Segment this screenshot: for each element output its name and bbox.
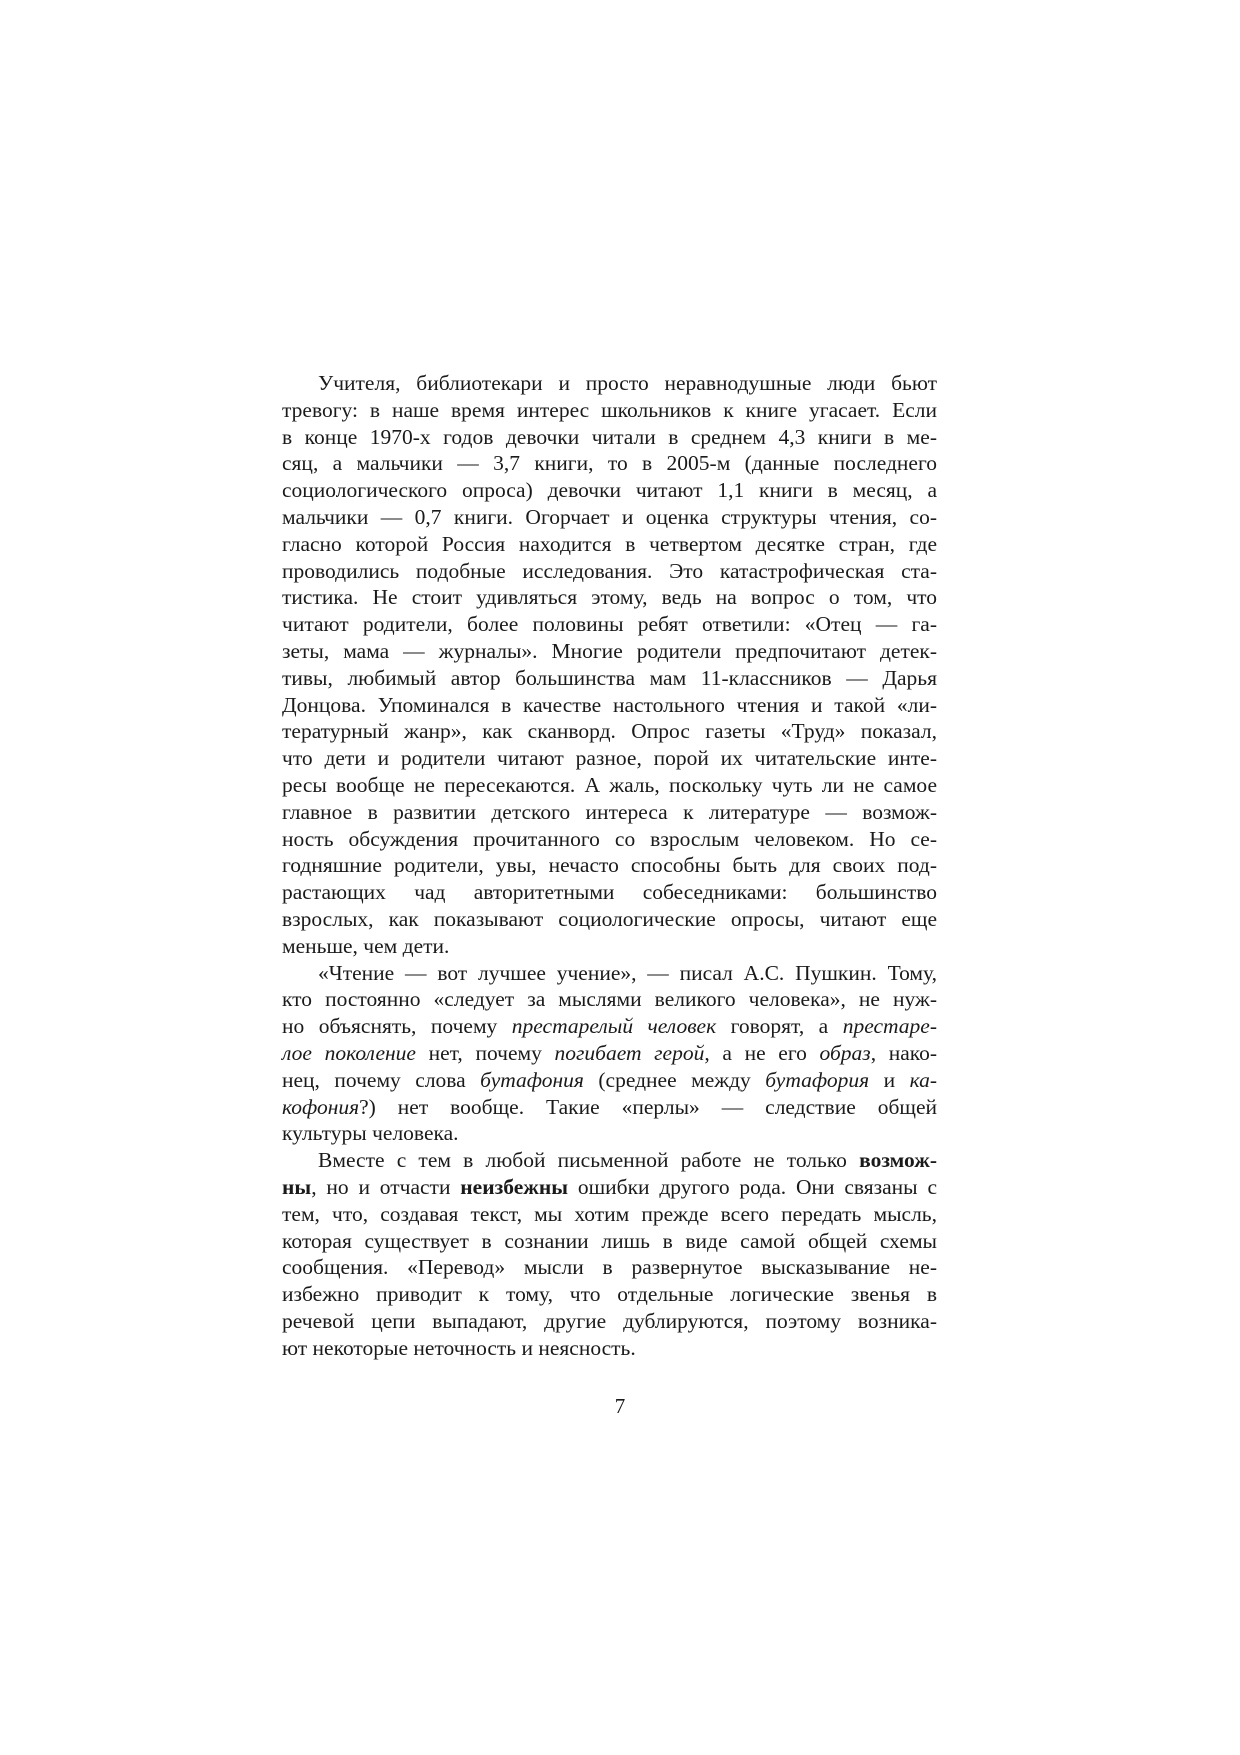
strong-emphasis: возмож- xyxy=(859,1148,937,1173)
emphasis: кофония xyxy=(282,1094,360,1119)
text-line: нец, почему слова бутафония (среднее между бутафория и ка- xyxy=(282,1067,937,1092)
text-line: главное в развитии детского интереса к литературе — возмож- xyxy=(282,799,937,824)
emphasis: образ xyxy=(819,1040,871,1065)
text-line: в конце 1970-х годов девочки читали в среднем 4,3 книги в ме- xyxy=(282,424,937,449)
emphasis: престарелый человек xyxy=(511,1014,717,1039)
text-line: ны, но и отчасти неизбежны ошибки другого рода. Они связаны с xyxy=(282,1174,937,1199)
text-line: лое поколение нет, почему погибает герой, а не его образ, нако- xyxy=(282,1040,938,1065)
text-line: тературный жанр», как сканворд. Опрос газеты «Труд» показал, xyxy=(282,719,937,744)
emphasis: бутафория xyxy=(765,1067,870,1092)
text-line: ют некоторые неточность и неясность. xyxy=(282,1335,636,1360)
text-line: тивы, любимый автор большинства мам 11-классников — Дарья xyxy=(282,665,937,690)
strong-emphasis: ны xyxy=(282,1174,312,1199)
paragraph xyxy=(282,370,937,960)
page-number: 7 xyxy=(614,1394,626,1418)
body-text xyxy=(282,370,937,1361)
emphasis: бутафония xyxy=(480,1067,584,1092)
text-line: гласно которой Россия находится в четвертом десятке стран, где xyxy=(282,531,937,556)
text-line: зеты, мама — журналы». Многие родители предпочитают детек- xyxy=(282,638,937,663)
emphasis: погибает герой xyxy=(554,1040,705,1065)
paragraph xyxy=(282,960,937,1148)
text-line: сяц, а мальчики — 3,7 книги, то в 2005-м (данные последнего xyxy=(282,451,937,476)
text-line: избежно приводит к тому, что отдельные логические звенья в xyxy=(282,1282,937,1307)
text-line: социологического опроса) девочки читают 1,1 книги в месяц, а xyxy=(282,478,937,503)
paragraph xyxy=(282,1147,937,1361)
text-line: ность обсуждения прочитанного со взрослым человеком. Но се- xyxy=(282,826,937,851)
text-line: которая существует в сознании лишь в виде самой общей схемы xyxy=(282,1228,937,1253)
text-line: сообщения. «Перевод» мысли в развернутое высказывание не- xyxy=(282,1255,937,1280)
text-line: взрослых, как показывают социологические опросы, читают еще xyxy=(282,906,937,931)
emphasis: престаре- xyxy=(842,1014,938,1039)
text-line: читают родители, более половины ребят ответили: «Отец — га- xyxy=(282,612,937,637)
text-line: растающих чад авторитетными собеседниками: большинство xyxy=(282,880,937,905)
text-line: кофония?) нет вообще. Такие «перлы» — следствие общей xyxy=(282,1094,937,1119)
text-line: Учителя, библиотекари и просто неравнодушные люди бьют xyxy=(318,371,937,395)
strong-emphasis: неизбежны xyxy=(460,1174,569,1199)
text-line: речевой цепи выпадают, другие дублируются, поэтому возника- xyxy=(282,1308,937,1333)
emphasis: ка- xyxy=(909,1067,937,1092)
text-line: ресы вообще не пересекаются. А жаль, поскольку чуть ли не самое xyxy=(282,772,937,797)
text-line: годняшние родители, увы, нечасто способны быть для своих под- xyxy=(282,853,937,878)
text-line: мальчики — 0,7 книги. Огорчает и оценка структуры чтения, со- xyxy=(282,504,937,529)
text-line: тистика. Не стоит удивляться этому, ведь на вопрос о том, что xyxy=(282,585,937,610)
text-line: «Чтение — вот лучшее учение», — писал А.С. Пушкин. Тому, xyxy=(318,960,937,985)
text-line: проводились подобные исследования. Это катастрофическая ста- xyxy=(282,558,937,583)
text-line: но объяснять, почему престарелый человек говорят, а престаре- xyxy=(282,1014,938,1039)
text-line: меньше, чем дети. xyxy=(282,933,450,958)
text-line: тревогу: в наше время интерес школьников к книге угасает. Если xyxy=(282,397,937,422)
text-line: тем, что, создавая текст, мы хотим прежде всего передать мысль, xyxy=(282,1201,937,1226)
text-line: Вместе с тем в любой письменной работе не только возмож- xyxy=(318,1148,937,1173)
text-line: культуры человека. xyxy=(282,1121,459,1146)
text-line: Донцова. Упоминался в качестве настольного чтения и такой «ли- xyxy=(282,692,937,717)
emphasis: лое поколение xyxy=(282,1040,416,1065)
text-line: кто постоянно «следует за мыслями великого человека», не нуж- xyxy=(282,987,937,1012)
text-line: что дети и родители читают разное, порой их читательские инте- xyxy=(282,746,937,771)
